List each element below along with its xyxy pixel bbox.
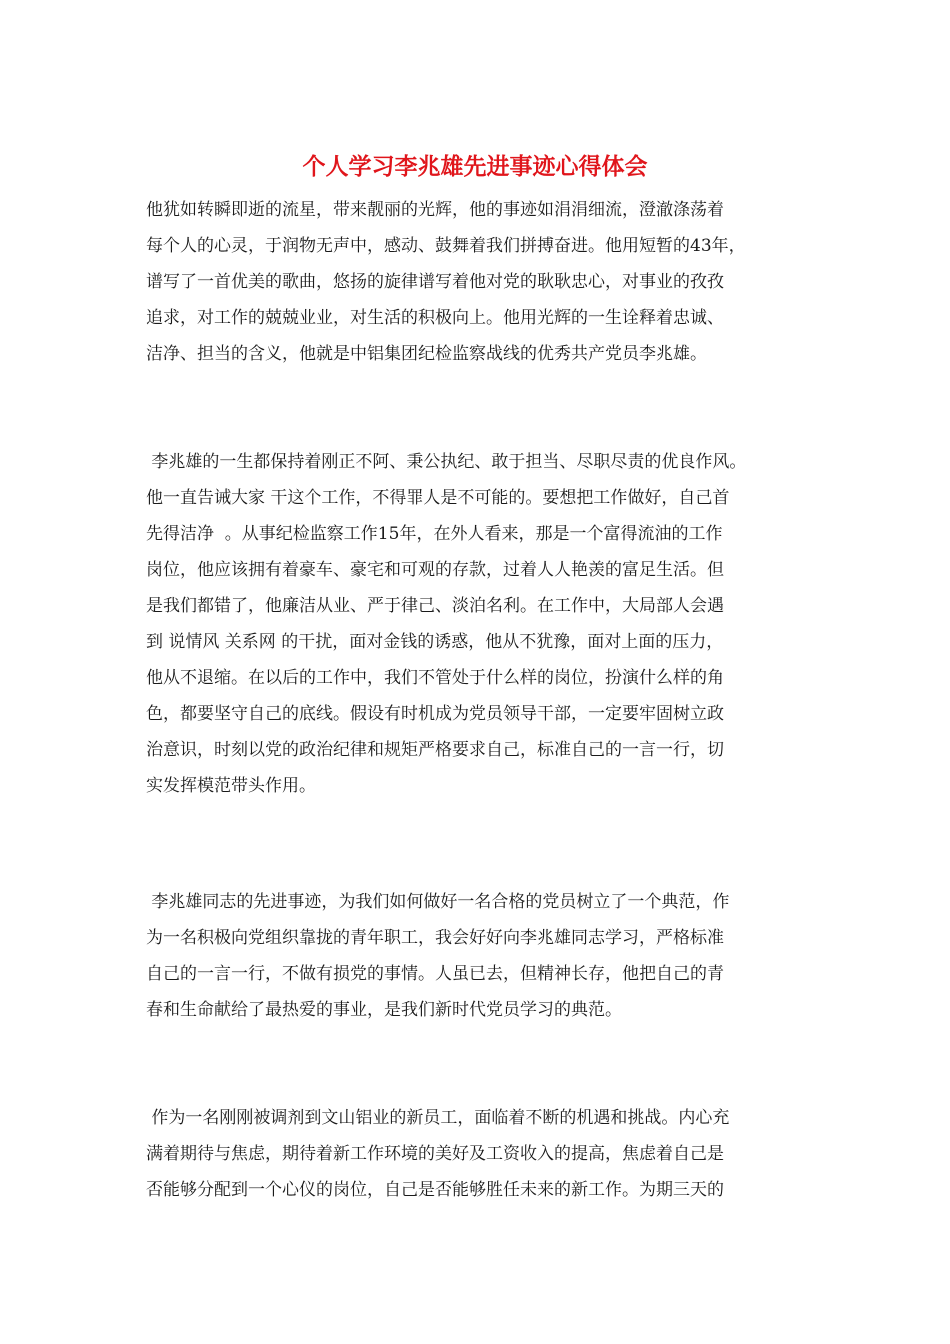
text-line: 春和生命献给了最热爱的事业，是我们新时代党员学习的典范。 <box>146 1000 622 1020</box>
text-line: 先得洁净 。从事纪检监察工作15年，在外人看来，那是一个富得流油的工作 <box>146 524 723 544</box>
text-line: 作为一名刚刚被调剂到文山铝业的新员工，面临着不断的机遇和挑战。内心充 <box>146 1108 730 1128</box>
text-line: 是我们都错了，他廉洁从业、严于律己、淡泊名利。在工作中，大局部人会遇 <box>146 596 724 616</box>
text-line: 治意识，时刻以党的政治纪律和规矩严格要求自己，标准自己的一言一行，切 <box>146 740 724 760</box>
text-line: 每个人的心灵，于润物无声中，感动、鼓舞着我们拼搏奋进。他用短暂的43年， <box>146 236 746 256</box>
paragraph-2 <box>146 444 826 804</box>
paragraph-3 <box>146 884 826 1028</box>
text-line: 谱写了一首优美的歌曲，悠扬的旋律谱写着他对党的耿耿忠心，对事业的孜孜 <box>146 272 724 292</box>
text-line: 色，都要坚守自己的底线。假设有时机成为党员领导干部，一定要牢固树立政 <box>146 704 724 724</box>
text-line: 李兆雄同志的先进事迹，为我们如何做好一名合格的党员树立了一个典范，作 <box>146 892 730 912</box>
text-line: 洁净、担当的含义，他就是中铝集团纪检监察战线的优秀共产党员李兆雄。 <box>146 344 707 364</box>
text-line: 岗位，他应该拥有着豪车、豪宅和可观的存款，过着人人艳羡的富足生活。但 <box>146 560 724 580</box>
paragraph-1 <box>146 192 826 372</box>
text-line: 为一名积极向党组织靠拢的青年职工，我会好好向李兆雄同志学习，严格标准 <box>146 928 724 948</box>
text-line: 到 说情风 关系网 的干扰，面对金钱的诱惑，他从不犹豫，面对上面的压力， <box>146 632 724 652</box>
text-line: 满着期待与焦虑，期待着新工作环境的美好及工资收入的提高，焦虑着自己是 <box>146 1144 724 1164</box>
text-line: 他犹如转瞬即逝的流星，带来靓丽的光辉，他的事迹如涓涓细流，澄澈涤荡着 <box>146 200 724 220</box>
text-line: 他一直告诫大家 干这个工作，不得罪人是不可能的。要想把工作做好，自己首 <box>146 488 730 508</box>
text-line: 李兆雄的一生都保持着刚正不阿、秉公执纪、敢于担当、尽职尽责的优良作风。 <box>146 452 747 472</box>
text-line: 实发挥模范带头作用。 <box>146 776 316 796</box>
text-line: 自己的一言一行，不做有损党的事情。人虽已去，但精神长存，他把自己的青 <box>146 964 724 984</box>
document-title: 个人学习李兆雄先进事迹心得体会 <box>302 153 648 180</box>
text-line: 他从不退缩。在以后的工作中，我们不管处于什么样的岗位，扮演什么样的角 <box>146 668 724 688</box>
text-line: 追求，对工作的兢兢业业，对生活的积极向上。他用光辉的一生诠释着忠诚、 <box>146 308 724 328</box>
text-line: 否能够分配到一个心仪的岗位，自己是否能够胜任未来的新工作。为期三天的 <box>146 1180 724 1200</box>
paragraph-4 <box>146 1100 826 1208</box>
